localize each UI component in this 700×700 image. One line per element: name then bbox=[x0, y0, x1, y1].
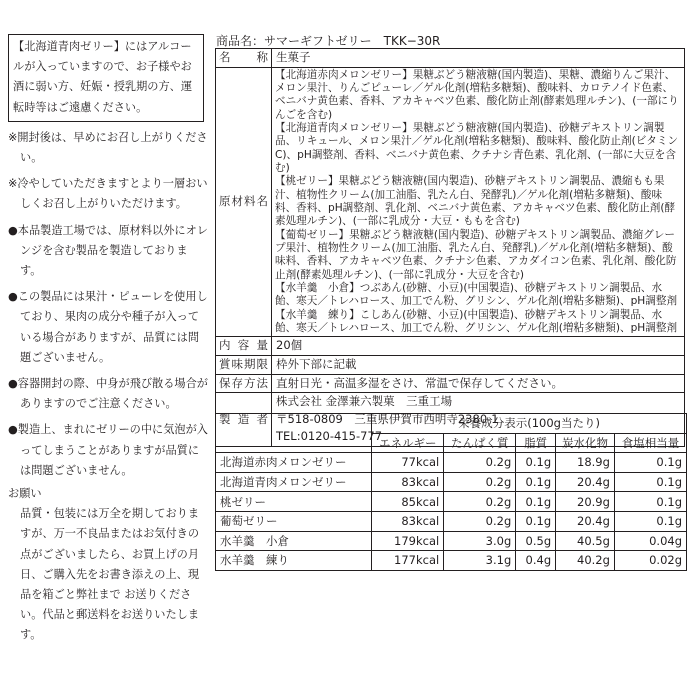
nutrition-salt: 0.1g bbox=[614, 511, 686, 531]
ingredients-row bbox=[216, 67, 685, 337]
nutrition-energy: 177kcal bbox=[372, 551, 444, 571]
nutrition-energy: 179kcal bbox=[372, 531, 444, 551]
alcohol-warning-text: 【北海道青肉ゼリー】にはアルコールが入っていますので、お子様やお酒に弱い方、妊娠・授乳期の方、運転時等はご遠慮ください。 bbox=[13, 40, 193, 114]
quantity-value: 20個 bbox=[272, 337, 685, 356]
nutrition-carbohydrate: 40.2g bbox=[556, 551, 615, 571]
note-item: ●製造上、まれにゼリーの中に気泡が入ってしまうことがありますが品質には問題ございません。 bbox=[8, 423, 208, 477]
nutrition-carbohydrate: 20.4g bbox=[556, 511, 615, 531]
nutrition-row bbox=[216, 472, 687, 492]
alcohol-warning-box bbox=[8, 34, 204, 122]
nutrition-product-name: 葡萄ゼリー bbox=[216, 511, 372, 531]
nutrition-carbohydrate: 40.5g bbox=[556, 531, 615, 551]
nutrition-protein: 3.0g bbox=[444, 531, 516, 551]
nutrition-product-name: 桃ゼリー bbox=[216, 492, 372, 512]
nutrition-header: 脂質 bbox=[516, 433, 556, 453]
nutrition-protein: 0.2g bbox=[444, 492, 516, 512]
request-body: 品質・包装には万全を期しておりますが、万一不良品またはお気付きの点がございましたら、お買上げの月日、ご購入先をお書き添えの上、現品を箱ごと弊社まで お送りください。代品と郵送料をお送りいたします。 bbox=[20, 507, 200, 642]
nutrition-fat: 0.1g bbox=[516, 492, 556, 512]
nutrition-fat: 0.1g bbox=[516, 511, 556, 531]
nutrition-protein: 3.1g bbox=[444, 551, 516, 571]
nutrition-corner-cell bbox=[216, 433, 372, 453]
left-notes-column bbox=[8, 34, 208, 646]
nutrition-salt: 0.1g bbox=[614, 453, 686, 473]
nutrition-protein: 0.2g bbox=[444, 453, 516, 473]
nutrition-protein: 0.2g bbox=[444, 472, 516, 492]
nutrition-row bbox=[216, 531, 687, 551]
ingredient-entry: 【水羊羹 小倉】つぶあん(砂糖、小豆)(中国製造)、砂糖デキストリン調製品、水飴、寒天／トレハロース、加工でん粉、グリシン、ゲル化剤(増粘多糖類)、pH調整剤 bbox=[275, 282, 678, 308]
quantity-label: 内 容 量 bbox=[216, 337, 272, 356]
nutrition-fat: 0.1g bbox=[516, 472, 556, 492]
expiry-value: 枠外下部に記載 bbox=[272, 356, 685, 375]
nutrition-table bbox=[215, 413, 687, 571]
nutrition-header-row bbox=[216, 433, 687, 453]
nutrition-product-name: 水羊羹 小倉 bbox=[216, 531, 372, 551]
nutrition-caption-row bbox=[216, 414, 687, 434]
nutrition-energy: 77kcal bbox=[372, 453, 444, 473]
nutrition-energy: 85kcal bbox=[372, 492, 444, 512]
nutrition-carbohydrate: 20.9g bbox=[556, 492, 615, 512]
ingredient-entry: 【水羊羹 練り】こしあん(砂糖、小豆)(中国製造)、砂糖デキストリン調製品、水飴、寒天／トレハロース、加工でん粉、グリシン、ゲル化剤(増粘多糖類)、pH調整剤 bbox=[275, 308, 678, 335]
nutrition-product-name: 北海道青肉メロンゼリー bbox=[216, 472, 372, 492]
nutrition-salt: 0.1g bbox=[614, 492, 686, 512]
quantity-row bbox=[216, 337, 685, 356]
nutrition-fat: 0.4g bbox=[516, 551, 556, 571]
nutrition-header: 食塩相当量 bbox=[614, 433, 686, 453]
nutrition-row bbox=[216, 492, 687, 512]
expiry-label: 賞味期限 bbox=[216, 356, 272, 375]
product-name-line: 商品名：サマーギフトゼリー TKK−30R bbox=[216, 34, 441, 48]
nutrition-header: たんぱく質 bbox=[444, 433, 516, 453]
nutrition-salt: 0.04g bbox=[614, 531, 686, 551]
name-row bbox=[216, 49, 685, 68]
note-item: ※冷やしていただきますとより一層おいしくお召し上がりいただけます。 bbox=[8, 177, 208, 211]
storage-value: 直射日光・高温多湿をさけ、常温で保存してください。 bbox=[272, 374, 685, 393]
nutrition-header: エネルギー bbox=[372, 433, 444, 453]
maker-phone: TEL:0120-415-777 bbox=[276, 429, 383, 444]
nutrition-product-name: 北海道赤肉メロンゼリー bbox=[216, 453, 372, 473]
note-item: ●容器開封の際、中身が飛び散る場合がありますのでご注意ください。 bbox=[8, 377, 208, 411]
name-value: 生菓子 bbox=[272, 49, 685, 68]
nutrition-row bbox=[216, 551, 687, 571]
storage-label: 保存方法 bbox=[216, 374, 272, 393]
ingredients-label: 原材料名 bbox=[216, 67, 272, 337]
nutrition-salt: 0.02g bbox=[614, 551, 686, 571]
nutrition-corner-cell bbox=[216, 414, 372, 434]
request-title: お願い bbox=[8, 487, 42, 501]
ingredients-value bbox=[272, 67, 685, 337]
note-item: ●この製品には果汁・ピューレを使用しており、果肉の成分や種子が入っている場合がありますが、品質には問題ございません。 bbox=[8, 290, 208, 364]
nutrition-caption: 栄養成分表示(100g当たり) bbox=[372, 414, 687, 434]
maker-company: 株式会社 金澤兼六製菓 三重工場 bbox=[276, 394, 453, 409]
ingredient-entry: 【北海道赤肉メロンゼリー】果糖ぶどう糖液糖(国内製造)、果糖、濃縮りんご果汁、メロン果汁、りんごピューレ／ゲル化剤(増粘多糖類)、酸味料、カロテノイド色素、ベニバナ黄色素、香料、アカキャベツ色素、酸化防止剤(酵素処理ルチン)、(一部にりんごを含む) bbox=[275, 68, 679, 121]
ingredient-entry: 【北海道青肉メロンゼリー】果糖ぶどう糖液糖(国内製造)、砂糖デキストリン調製品、リキュール、メロン果汁／ゲル化剤(増粘多糖類)、酸味料、酸化防止剤(ビタミンC)、pH調整剤、香料、ベニバナ黄色素、クチナシ青色素、乳化剤、(一部に大豆を含む) bbox=[275, 121, 679, 174]
nutrition-row bbox=[216, 453, 687, 473]
maker-address: 〒518-0809 三重県伊賀市西明寺2380-1 bbox=[276, 411, 499, 426]
name-label: 名 称 bbox=[216, 49, 272, 68]
nutrition-protein: 0.2g bbox=[444, 511, 516, 531]
nutrition-energy: 83kcal bbox=[372, 472, 444, 492]
note-item: ※開封後は、早めにお召し上がりください。 bbox=[8, 130, 208, 165]
nutrition-carbohydrate: 18.9g bbox=[556, 453, 615, 473]
nutrition-energy: 83kcal bbox=[372, 511, 444, 531]
note-item: ●本品製造工場では、原材料以外にオレンジを含む製品を製造しております。 bbox=[8, 223, 208, 278]
nutrition-fat: 0.5g bbox=[516, 531, 556, 551]
ingredient-entry: 【桃ゼリー】果糖ぶどう糖液糖(国内製造)、砂糖デキストリン調製品、濃縮もも果汁、植物性クリーム(加工油脂、乳たん白、発酵乳)／ゲル化剤(増粘多糖類)、酸味料、香料、pH調整剤、乳化剤、ベニバナ黄色素、アカキャベツ色素、酸化防止剤(酵素処理ルチン)、(一部に乳成分・大豆・ももを含む) bbox=[275, 175, 676, 228]
maker-label: 製 造 者 bbox=[216, 393, 272, 447]
storage-row bbox=[216, 374, 685, 393]
nutrition-row bbox=[216, 511, 687, 531]
nutrition-fat: 0.1g bbox=[516, 453, 556, 473]
ingredient-entry: 【葡萄ゼリー】果糖ぶどう糖液糖(国内製造)、砂糖デキストリン調製品、濃縮グレープ果汁、植物性クリーム(加工油脂、乳たん白、発酵乳)／ゲル化剤(増粘多糖類)、酸味料、香料、アカキャベツ色素、クチナシ色素、アカダイコン色素、乳化剤、酸化防止剤(酵素処理ルチン)、(一部に乳成分・大豆を含む) bbox=[275, 228, 677, 281]
nutrition-carbohydrate: 20.4g bbox=[556, 472, 615, 492]
nutrition-header: 炭水化物 bbox=[556, 433, 615, 453]
expiry-row bbox=[216, 356, 685, 375]
nutrition-salt: 0.1g bbox=[614, 472, 686, 492]
nutrition-product-name: 水羊羹 練り bbox=[216, 551, 372, 571]
product-info-table bbox=[215, 48, 685, 447]
